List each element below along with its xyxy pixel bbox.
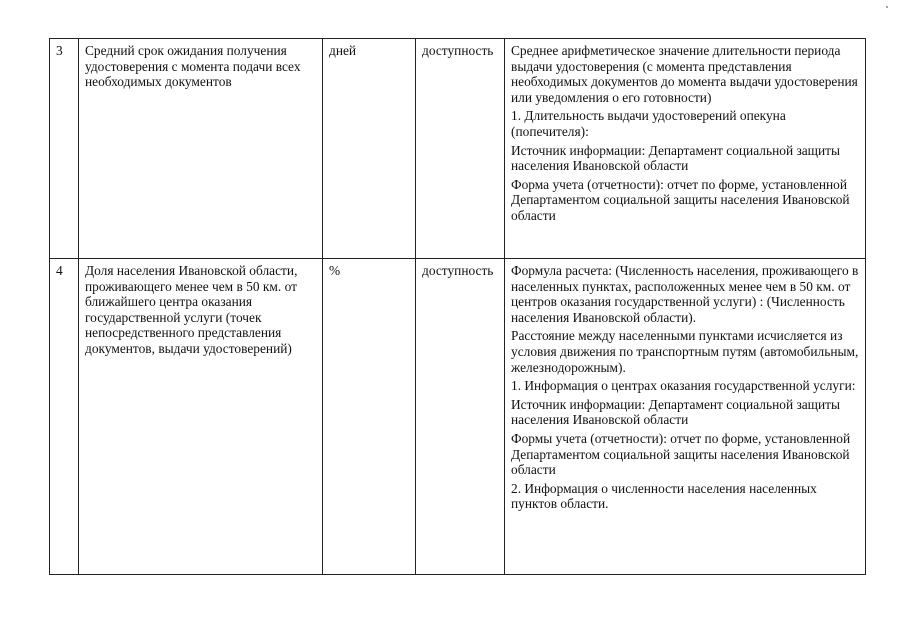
- category-cell: доступность: [416, 39, 505, 259]
- criterion-cell: Средний срок ожидания получения удостоверения с момента подачи всех необходимых документов: [79, 39, 323, 259]
- method-paragraph: Формула расчета: (Численность населения, проживающего в населенных пунктах, расположенных менее чем в 50 км. от центров оказания государственной услуги) : (Численность населения Ивановской области).: [511, 263, 859, 325]
- method-paragraph: Источник информации: Департамент социальной защиты населения Ивановской области: [511, 142, 841, 174]
- method-paragraph: 1. Длительность выдачи удостоверений опекуна (попечителя):: [511, 108, 786, 139]
- method-cell: [505, 259, 866, 575]
- method-cell: [505, 39, 866, 259]
- category-cell: доступность: [416, 259, 505, 575]
- unit-cell: дней: [323, 39, 416, 259]
- indicators-table: [49, 38, 866, 575]
- row-number: 3: [50, 39, 79, 259]
- row-number: 4: [50, 259, 79, 575]
- method-paragraph: Источник информации: Департамент социальной защиты населения Ивановской области: [511, 396, 841, 428]
- method-paragraph: Среднее арифметическое значение длительности периода выдачи удостоверения (с момента представления необходимых документов до момента выдачи удостоверения или уведомления о его готовности): [511, 43, 858, 105]
- unit-cell: %: [323, 259, 416, 575]
- method-paragraph: Формы учета (отчетности): отчет по форме, установленной Департаментом социальной защиты населения Ивановской области: [511, 430, 851, 478]
- method-paragraph: Форма учета (отчетности): отчет по форме, установленной Департаментом социальной защиты населения Ивановской области: [511, 176, 850, 223]
- criterion-cell: Доля населения Ивановской области, проживающего менее чем в 50 км. от ближайшего центра оказания государственной услуги (точек непосредственного представления документов, выдачи удостоверений): [79, 259, 323, 575]
- method-paragraph: 2. Информация о численности населения населенных пунктов области.: [511, 480, 817, 512]
- table-row: [50, 39, 866, 259]
- table-row: [50, 259, 866, 575]
- method-paragraph: 1. Информация о центрах оказания государственной услуги:: [511, 378, 856, 394]
- method-paragraph: Расстояние между населенными пунктами исчисляется из условия движения по транспортным путям (автомобильным, железнодорожным).: [511, 328, 859, 375]
- scan-speck: [886, 6, 888, 8]
